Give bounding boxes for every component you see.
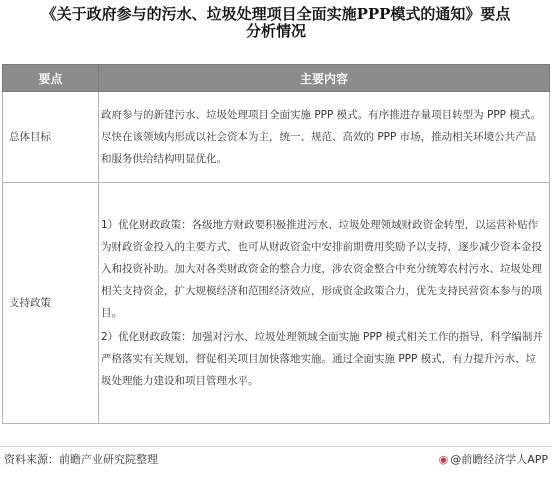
summary-table	[2, 64, 550, 424]
table-row	[3, 92, 550, 183]
content-paragraph: 1）优化财政政策：各级地方财政要积极推进污水、垃圾处理领域财政资金转型，以运营补贴作为财政资金投入的主要方式，也可从财政资金中安排前期费用奖励予以支持，逐步减少资本金投入和投资补助。加大对各类财政资金的整合力度，涉农资金整合中充分统筹农村污水、垃圾处理相关支持资金，扩大规模经济和范围经济效应，形成资金政策合力，优先支持民营资本参与的项目。	[101, 219, 542, 319]
title-line-2: 分析情况	[245, 22, 306, 40]
header-content: 主要内容	[99, 65, 550, 92]
table-header-row	[3, 65, 550, 92]
content-paragraph: 2）优化财政政策：加强对污水、垃圾处理领域全面实施 PPP 模式相关工作的指导，科学编制并严格落实有关规划，督促相关项目加快落地实施。通过全面实施 PPP 模式，有力提升污水、垃圾处理能力建设和项目管理水平。	[101, 331, 543, 387]
page-title	[0, 6, 552, 40]
brand-text: @前瞻经济学人APP	[450, 453, 548, 466]
row-content	[99, 92, 550, 183]
source-note: 资料来源：前瞻产业研究院整理	[4, 453, 158, 466]
row-key: 总体目标	[3, 92, 99, 183]
content-paragraph: 政府参与的新建污水、垃圾处理项目全面实施 PPP 模式。有序推进存量项目转型为 PPP 模式。尽快在该领域内形成以社会资本为主，统一、规范、高效的 PPP 市场，推动相关环境公共产品和服务供给结构明显优化。	[101, 109, 541, 165]
title-line-1: 《关于政府参与的污水、垃圾处理项目全面实施PPP模式的通知》要点	[41, 5, 511, 23]
header-key: 要点	[3, 65, 99, 92]
footer	[0, 446, 552, 469]
brand-credit	[439, 449, 548, 471]
qianzhan-logo-icon: ◉	[438, 453, 449, 466]
table-row	[3, 183, 550, 424]
row-content	[99, 183, 550, 424]
row-key: 支持政策	[3, 183, 99, 424]
